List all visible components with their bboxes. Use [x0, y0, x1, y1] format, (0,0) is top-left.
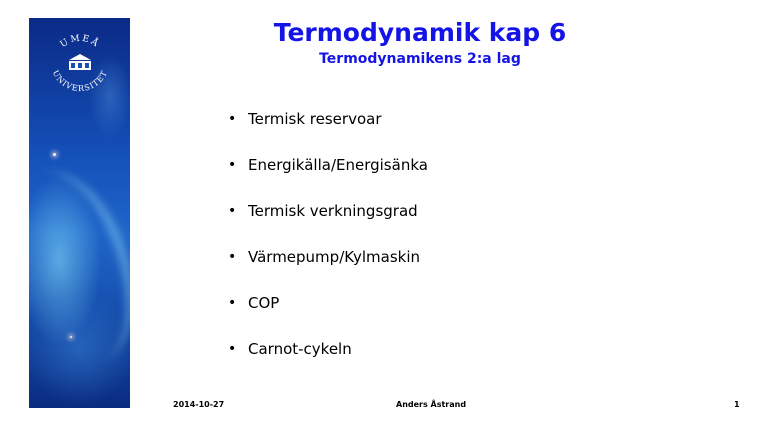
star-decoration: [53, 153, 56, 156]
footer-date: 2014-10-27: [173, 400, 225, 409]
bullet-item: [228, 334, 428, 380]
bullet-glyph: •: [228, 157, 237, 173]
bullet-glyph: •: [228, 249, 237, 265]
bullet-item: [228, 104, 428, 150]
bullet-item: [228, 196, 428, 242]
bullet-text: Energikälla/Energisänka: [248, 156, 428, 174]
svg-text:UMEÅ: [59, 34, 103, 51]
seal-emblem: [69, 54, 91, 70]
star-decoration: [70, 336, 72, 338]
bullet-item: [228, 242, 428, 288]
seal-text-bottom: UNIVERSITET: [50, 68, 110, 94]
bullet-item: [228, 288, 428, 334]
university-seal-logo: [41, 24, 119, 102]
bullet-glyph: •: [228, 295, 237, 311]
seal-text-top: UMEÅ: [58, 33, 102, 51]
bullet-list: [228, 104, 428, 380]
bullet-item: [228, 150, 428, 196]
bullet-text: COP: [248, 294, 280, 312]
bullet-glyph: •: [228, 341, 237, 357]
side-banner: [29, 18, 130, 408]
bullet-glyph: •: [228, 203, 237, 219]
aurora-decoration: [29, 154, 130, 381]
slide-subtitle: Termodynamikens 2:a lag: [319, 51, 521, 67]
slide-title: Termodynamik kap 6: [273, 18, 567, 47]
svg-text:UNIVERSITET: [51, 69, 109, 93]
bullet-text: Carnot-cykeln: [248, 340, 352, 358]
footer-page-number: 1: [734, 400, 740, 409]
footer-author: Anders Åstrand: [396, 400, 467, 409]
bullet-text: Termisk verkningsgrad: [248, 202, 418, 220]
bullet-text: Termisk reservoar: [248, 110, 382, 128]
bullet-glyph: •: [228, 111, 237, 127]
bullet-text: Värmepump/Kylmaskin: [248, 248, 421, 266]
